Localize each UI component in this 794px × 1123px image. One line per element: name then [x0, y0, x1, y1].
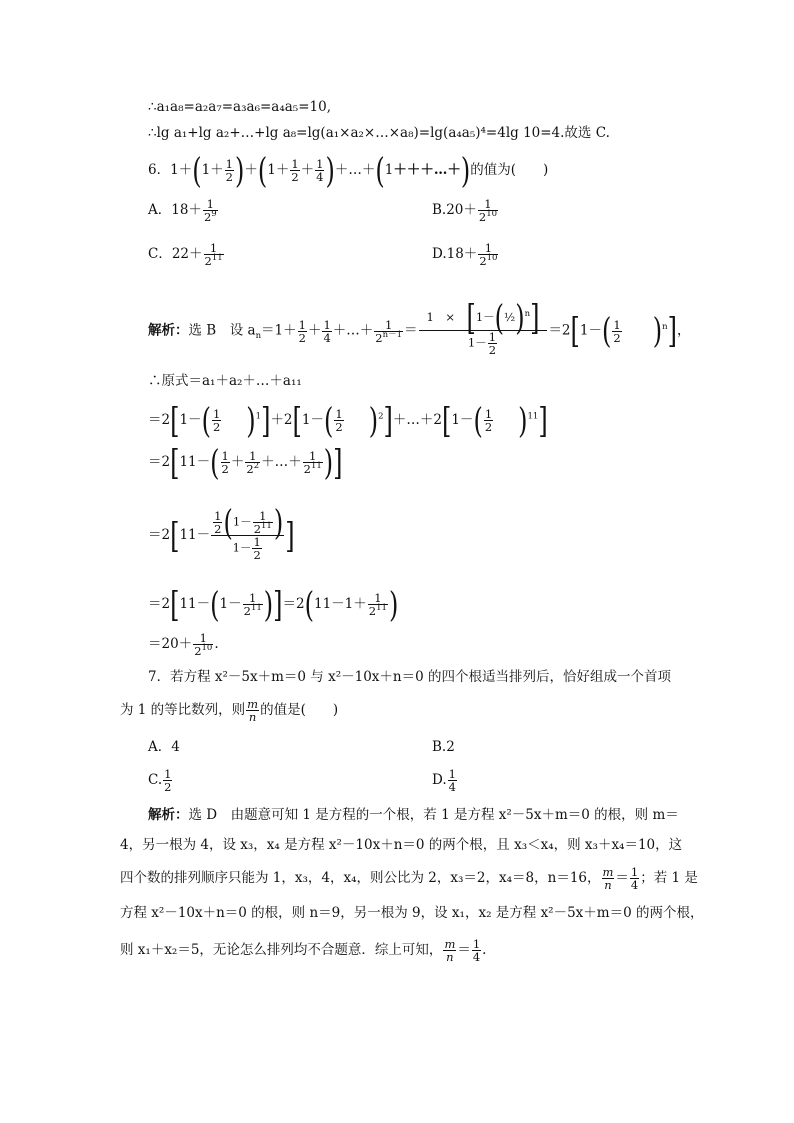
solution-6-line-5: ＝2[11－ $\frac{1}{2}$ (1－ $\frac{1}{2^{11}}$ ) 1－ $\frac{1}{2}$ ]: [148, 502, 295, 562]
q7-option-c: C. $\frac{1}{2}$: [148, 767, 172, 794]
text-line: 为 1 的等比数列，则: [120, 702, 246, 718]
q7-option-a: [148, 738, 180, 756]
solution-7-line-2: [120, 836, 682, 854]
text-line: 则 x₁＋x₂＝5，无论怎么排列均不合题意．综上可知，: [120, 942, 443, 958]
solution-6-line-2: [148, 372, 302, 390]
text-line: 的值是( ): [260, 702, 339, 718]
text-line: ；若 1 是: [640, 870, 698, 886]
text-line: 7．若方程 x²－5x＋m＝0 与 x²－10x＋n＝0 的四个根适当排列后，恰好组成一个首项: [148, 669, 671, 685]
solution-6-line-6: ＝2[11－(1－ $\frac{1}{2^{11}}$ )]＝2(11－1＋ $\frac{1}{2^{11}}$ ): [148, 584, 399, 625]
question-7-line-2: 为 1 的等比数列，则 $\frac{m}{n}$ 的值是( ): [120, 697, 339, 724]
solution-7-line-5: 则 x₁＋x₂＝5，无论怎么排列均不合题意．综上可知， $\frac{m}{n}$ ＝ $\frac{1}{4}$ .: [120, 937, 487, 964]
solution-label: 解析：: [148, 322, 189, 339]
option-d: [432, 242, 499, 267]
text-line: ∴lg a₁+lg a₂+…+lg a₈=lg(a₁×a₂×…×a₈)=lg(a₄a₅)⁴=4lg 10=4.故选 C.: [148, 125, 610, 141]
option-label: C．22＋: [148, 246, 203, 262]
fraction: $\frac{1}{4}$: [316, 157, 324, 184]
text-line: 方程 x²－10x＋n＝0 的根，则 n＝9，另一根为 9，设 x₁，x₂ 是方程 x²－5x＋m＝0 的两个根，: [120, 905, 704, 921]
option-label: C.: [148, 772, 163, 788]
q7-option-d: D. $\frac{1}{4}$: [432, 767, 456, 794]
option-label: D.18＋: [432, 246, 478, 262]
option-a: [148, 198, 219, 223]
solution-6-line-4: ＝2[11－( $\frac{1}{2}$ ＋ $\frac{1}{2^2}$ ＋…＋ $\frac{1}{2^{11}}$ )]: [148, 442, 343, 483]
solution-7-line-1: [148, 806, 679, 824]
option-label: D.: [432, 772, 447, 788]
solution-7-line-4: [120, 904, 703, 922]
solution-7-line-3: 四个数的排列顺序只能为 1，x₃，4，x₄，则公比为 2，x₃＝2，x₄＝8，n＝16， $\frac{m}{n}$ ＝ $\frac{1}{4}$ ；若 1 是: [120, 865, 698, 892]
option-label: A．18＋: [148, 202, 202, 218]
option-label: B.20＋: [432, 202, 477, 218]
text-line: 四个数的排列顺序只能为 1，x₃，4，x₄，则公比为 2，x₃＝2，x₄＝8，n＝16，: [120, 870, 601, 886]
option-text: B.2: [432, 739, 455, 755]
solution-line-products: [148, 98, 331, 116]
text-line: 选 D 由题意可知 1 是方程的一个根，若 1 是方程 x²－5x＋m＝0 的根，则 m＝: [188, 807, 679, 823]
solution-6-line-1: 解析：选 B 设 $a_n=1+$ $\frac{1}{2}$ ＋ $\frac{1}{4}$ ＋…＋ $\frac{1}{2^{n-1}}$ ＝ 1 × [1－(½)$^n$] 1－ $\frac{1}{2}$ ＝2[1－( $\frac{1}{2}$ )$^n$]，: [148, 297, 691, 357]
fraction: $\frac{1}{2}$: [291, 157, 299, 184]
fraction: $\frac{1}{2}$ (1－ $\frac{1}{2^{11}}$ ) 1－ $\frac{1}{2}$: [211, 510, 284, 561]
text-line: .: [482, 942, 487, 958]
fraction: $\frac{1}{2}$: [225, 157, 233, 184]
text-line: 4，另一根为 4，设 x₃，x₄ 是方程 x²－10x＋n＝0 的两个根，且 x₃＜x₄，则 x₃＋x₄＝10，这: [120, 837, 683, 853]
fraction: $\frac{1}{2^9}$: [203, 197, 217, 224]
question-6-stem: 6．1＋(1＋ $\frac{1}{2}$ )＋(1＋ $\frac{1}{2}$ ＋ $\frac{1}{4}$ )＋…＋(1＋＋＋…＋)的值为( ): [148, 150, 549, 191]
solution-6-line-7: ＝20＋ $\frac{1}{2^{10}}$ .: [148, 631, 219, 658]
option-c: [148, 242, 225, 267]
solution-6-line-3: ＝2[1－( $\frac{1}{2}$ )$^1$]＋2[1－( $\frac{1}{2}$ )$^2$]＋…＋2[1－( $\frac{1}{2}$ )$^{11}$]: [148, 400, 548, 441]
option-text: A．4: [148, 739, 180, 755]
fraction: $\frac{1}{2^{11}}$: [204, 241, 223, 268]
question-tail: 的值为( ): [470, 162, 549, 178]
q7-option-b: [432, 738, 455, 756]
question-number: 6．: [148, 162, 171, 178]
fraction: $\frac{1}{2^{10}}$: [479, 241, 498, 268]
question-7-line-1: [148, 668, 671, 686]
solution-label: 解析：: [148, 807, 189, 823]
text-line: ∴a₁a₈=a₂a₇=a₃a₆=a₄a₅=10,: [148, 99, 331, 115]
solution-line-log-sum: [148, 124, 610, 142]
solution-text: 选 B 设 a: [188, 322, 256, 339]
option-b: [432, 198, 499, 223]
fraction: 1 × [1－(½)$^n$] 1－ $\frac{1}{2}$: [419, 306, 548, 356]
fraction: $\frac{1}{2^{10}}$: [478, 197, 498, 224]
text-line: ∴原式＝a₁＋a₂＋…＋a₁₁: [148, 373, 302, 389]
